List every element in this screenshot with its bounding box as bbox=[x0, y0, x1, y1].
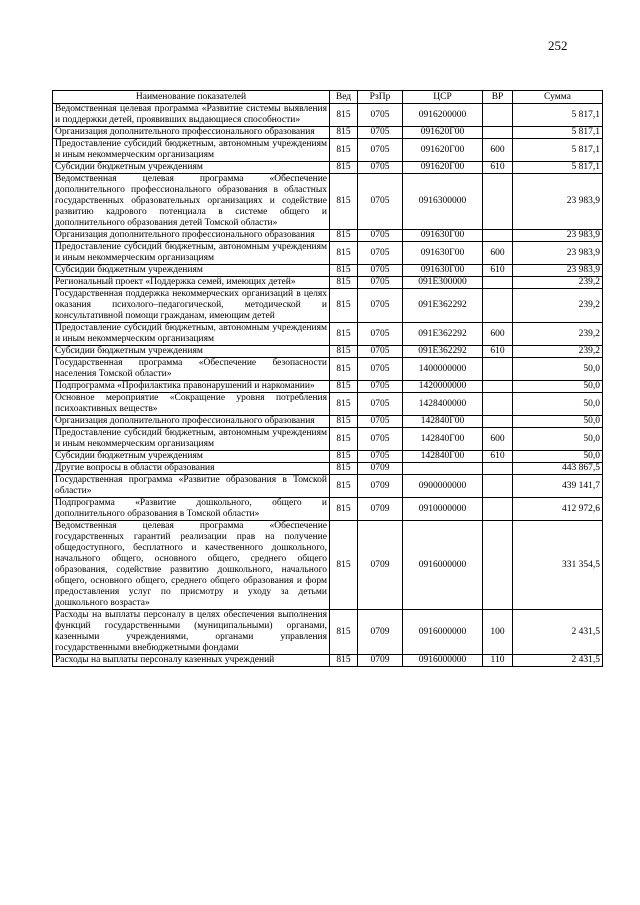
cell-csr: 0916000000 bbox=[403, 610, 483, 655]
cell-csr: 1400000000 bbox=[403, 358, 483, 381]
cell-ved: 815 bbox=[330, 104, 358, 127]
table-row bbox=[53, 655, 603, 667]
cell-csr: 091620Г00 bbox=[403, 162, 483, 174]
cell-sum: 23 983,9 bbox=[513, 174, 603, 230]
cell-ved: 815 bbox=[330, 265, 358, 277]
cell-name: Ведомственная целевая программа «Обеспечение государственных гарантий реализации прав на получение общедоступного, бесплатного и качественного дошкольного, начального общего, основного общего, среднего общего образования, содействие развитию дошкольного, начального общего, основного общего, среднего общего образования и форм предоставления услуг по присмотру и уходу за детьми дошкольного возраста» bbox=[53, 521, 330, 610]
cell-ved: 815 bbox=[330, 139, 358, 162]
table-row bbox=[53, 162, 603, 174]
cell-ved: 815 bbox=[330, 475, 358, 498]
cell-rzpr: 0705 bbox=[358, 104, 403, 127]
cell-sum: 5 817,1 bbox=[513, 127, 603, 139]
cell-rzpr: 0705 bbox=[358, 323, 403, 346]
cell-vr bbox=[483, 358, 513, 381]
cell-sum: 23 983,9 bbox=[513, 242, 603, 265]
cell-name: Региональный проект «Поддержка семей, имеющих детей» bbox=[53, 277, 330, 289]
cell-name: Расходы на выплаты персоналу казенных учреждений bbox=[53, 655, 330, 667]
cell-csr: 091E300000 bbox=[403, 277, 483, 289]
header-vr: ВР bbox=[483, 91, 513, 104]
cell-vr: 610 bbox=[483, 162, 513, 174]
cell-name: Субсидии бюджетным учреждениям bbox=[53, 346, 330, 358]
cell-sum: 239,2 bbox=[513, 277, 603, 289]
cell-sum: 331 354,5 bbox=[513, 521, 603, 610]
header-rzpr: РзПр bbox=[358, 91, 403, 104]
cell-vr bbox=[483, 475, 513, 498]
cell-name: Предоставление субсидий бюджетным, автономным учреждениям и иным некоммерческим организациям bbox=[53, 242, 330, 265]
cell-ved: 815 bbox=[330, 174, 358, 230]
table-row bbox=[53, 451, 603, 463]
cell-name: Государственная программа «Обеспечение безопасности населения Томской области» bbox=[53, 358, 330, 381]
cell-name: Подпрограмма «Развитие дошкольного, общего и дополнительного образования в Томской области» bbox=[53, 498, 330, 521]
cell-csr: 142840Г00 bbox=[403, 451, 483, 463]
cell-name: Другие вопросы в области образования bbox=[53, 463, 330, 475]
cell-sum: 5 817,1 bbox=[513, 104, 603, 127]
table-row bbox=[53, 416, 603, 428]
cell-name: Государственная программа «Развитие образования в Томской области» bbox=[53, 475, 330, 498]
header-csr: ЦСР bbox=[403, 91, 483, 104]
cell-csr: 091620Г00 bbox=[403, 127, 483, 139]
cell-name: Организация дополнительного профессионального образования bbox=[53, 230, 330, 242]
cell-vr: 600 bbox=[483, 139, 513, 162]
cell-rzpr: 0705 bbox=[358, 381, 403, 393]
cell-rzpr: 0705 bbox=[358, 230, 403, 242]
page-number: 252 bbox=[548, 38, 568, 53]
table-row bbox=[53, 498, 603, 521]
cell-rzpr: 0705 bbox=[358, 242, 403, 265]
cell-rzpr: 0705 bbox=[358, 393, 403, 416]
cell-name: Подпрограмма «Профилактика правонарушений и наркомании» bbox=[53, 381, 330, 393]
cell-sum: 2 431,5 bbox=[513, 655, 603, 667]
cell-rzpr: 0705 bbox=[358, 346, 403, 358]
table-row bbox=[53, 104, 603, 127]
cell-vr bbox=[483, 127, 513, 139]
cell-name: Организация дополнительного профессионального образования bbox=[53, 416, 330, 428]
cell-ved: 815 bbox=[330, 381, 358, 393]
table-row bbox=[53, 428, 603, 451]
cell-ved: 815 bbox=[330, 358, 358, 381]
cell-ved: 815 bbox=[330, 428, 358, 451]
cell-vr bbox=[483, 393, 513, 416]
header-sum: Сумма bbox=[513, 91, 603, 104]
cell-sum: 50,0 bbox=[513, 451, 603, 463]
cell-sum: 5 817,1 bbox=[513, 139, 603, 162]
cell-rzpr: 0709 bbox=[358, 463, 403, 475]
table-body bbox=[53, 104, 603, 667]
table-row bbox=[53, 358, 603, 381]
cell-name: Субсидии бюджетным учреждениям bbox=[53, 265, 330, 277]
cell-sum: 239,2 bbox=[513, 323, 603, 346]
cell-vr bbox=[483, 289, 513, 323]
table-row bbox=[53, 242, 603, 265]
table-row bbox=[53, 475, 603, 498]
cell-rzpr: 0709 bbox=[358, 610, 403, 655]
cell-vr bbox=[483, 498, 513, 521]
table-row bbox=[53, 139, 603, 162]
cell-vr: 100 bbox=[483, 610, 513, 655]
cell-ved: 815 bbox=[330, 498, 358, 521]
table-row bbox=[53, 174, 603, 230]
cell-rzpr: 0709 bbox=[358, 521, 403, 610]
cell-rzpr: 0705 bbox=[358, 162, 403, 174]
cell-name: Ведомственная целевая программа «Обеспечение дополнительного профессионального образования в областных государственных образовательных организациях и содействие развитию кадрового потенциала в системе общего и дополнительного образования детей Томской области» bbox=[53, 174, 330, 230]
header-name: Наименование показателей bbox=[53, 91, 330, 104]
cell-vr: 610 bbox=[483, 265, 513, 277]
cell-name: Субсидии бюджетным учреждениям bbox=[53, 162, 330, 174]
table-row bbox=[53, 381, 603, 393]
cell-vr bbox=[483, 381, 513, 393]
cell-ved: 815 bbox=[330, 521, 358, 610]
cell-rzpr: 0705 bbox=[358, 127, 403, 139]
cell-rzpr: 0705 bbox=[358, 358, 403, 381]
cell-ved: 815 bbox=[330, 230, 358, 242]
cell-sum: 5 817,1 bbox=[513, 162, 603, 174]
cell-rzpr: 0705 bbox=[358, 277, 403, 289]
cell-rzpr: 0705 bbox=[358, 416, 403, 428]
cell-csr: 0916300000 bbox=[403, 174, 483, 230]
cell-ved: 815 bbox=[330, 346, 358, 358]
cell-csr: 0916000000 bbox=[403, 655, 483, 667]
cell-name: Государственная поддержка некоммерческих организаций в целях оказания психолого–педагогической, методической и консультативной помощи гражданам, имеющим детей bbox=[53, 289, 330, 323]
cell-csr: 142840Г00 bbox=[403, 416, 483, 428]
table-row bbox=[53, 393, 603, 416]
cell-sum: 50,0 bbox=[513, 381, 603, 393]
cell-ved: 815 bbox=[330, 242, 358, 265]
table-row bbox=[53, 610, 603, 655]
cell-csr: 091E362292 bbox=[403, 289, 483, 323]
cell-sum: 23 983,9 bbox=[513, 265, 603, 277]
table-row bbox=[53, 265, 603, 277]
cell-vr: 610 bbox=[483, 451, 513, 463]
cell-ved: 815 bbox=[330, 393, 358, 416]
cell-name: Субсидии бюджетным учреждениям bbox=[53, 451, 330, 463]
cell-csr: 091E362292 bbox=[403, 346, 483, 358]
cell-sum: 50,0 bbox=[513, 416, 603, 428]
cell-sum: 23 983,9 bbox=[513, 230, 603, 242]
cell-sum: 439 141,7 bbox=[513, 475, 603, 498]
table-row bbox=[53, 323, 603, 346]
cell-csr: 091630Г00 bbox=[403, 230, 483, 242]
cell-ved: 815 bbox=[330, 323, 358, 346]
budget-table bbox=[52, 90, 603, 667]
cell-ved: 815 bbox=[330, 463, 358, 475]
table-row bbox=[53, 230, 603, 242]
cell-ved: 815 bbox=[330, 451, 358, 463]
cell-sum: 2 431,5 bbox=[513, 610, 603, 655]
cell-vr: 600 bbox=[483, 428, 513, 451]
cell-csr: 0916000000 bbox=[403, 521, 483, 610]
cell-vr bbox=[483, 416, 513, 428]
cell-ved: 815 bbox=[330, 416, 358, 428]
cell-sum: 50,0 bbox=[513, 428, 603, 451]
cell-rzpr: 0709 bbox=[358, 498, 403, 521]
header-ved: Вед bbox=[330, 91, 358, 104]
cell-vr: 110 bbox=[483, 655, 513, 667]
cell-csr: 091620Г00 bbox=[403, 139, 483, 162]
cell-csr: 0910000000 bbox=[403, 498, 483, 521]
cell-name: Расходы на выплаты персоналу в целях обеспечения выполнения функций государственными (муниципальными) органами, казенными учреждениями, органами управления государственными внебюджетными фондами bbox=[53, 610, 330, 655]
cell-name: Ведомственная целевая программа «Развитие системы выявления и поддержки детей, проявивших выдающиеся способности» bbox=[53, 104, 330, 127]
cell-ved: 815 bbox=[330, 655, 358, 667]
cell-name: Предоставление субсидий бюджетным, автономным учреждениям и иным некоммерческим организациям bbox=[53, 428, 330, 451]
table-row bbox=[53, 463, 603, 475]
table-row bbox=[53, 346, 603, 358]
cell-vr: 610 bbox=[483, 346, 513, 358]
cell-sum: 412 972,6 bbox=[513, 498, 603, 521]
cell-sum: 50,0 bbox=[513, 393, 603, 416]
cell-csr: 091E362292 bbox=[403, 323, 483, 346]
cell-csr: 0900000000 bbox=[403, 475, 483, 498]
cell-rzpr: 0705 bbox=[358, 289, 403, 323]
table-row bbox=[53, 289, 603, 323]
cell-sum: 239,2 bbox=[513, 289, 603, 323]
cell-ved: 815 bbox=[330, 162, 358, 174]
cell-csr: 1420000000 bbox=[403, 381, 483, 393]
cell-rzpr: 0705 bbox=[358, 451, 403, 463]
cell-csr: 091630Г00 bbox=[403, 242, 483, 265]
cell-name: Основное мероприятие «Сокращение уровня потребления психоактивных веществ» bbox=[53, 393, 330, 416]
cell-csr: 091630Г00 bbox=[403, 265, 483, 277]
cell-csr bbox=[403, 463, 483, 475]
cell-csr: 1428400000 bbox=[403, 393, 483, 416]
cell-name: Организация дополнительного профессионального образования bbox=[53, 127, 330, 139]
cell-rzpr: 0705 bbox=[358, 139, 403, 162]
cell-ved: 815 bbox=[330, 277, 358, 289]
table-header-row bbox=[53, 91, 603, 104]
cell-rzpr: 0709 bbox=[358, 475, 403, 498]
cell-vr bbox=[483, 230, 513, 242]
table-row bbox=[53, 127, 603, 139]
cell-sum: 50,0 bbox=[513, 358, 603, 381]
table-row bbox=[53, 521, 603, 610]
cell-name: Предоставление субсидий бюджетным, автономным учреждениям и иным некоммерческим организациям bbox=[53, 323, 330, 346]
cell-rzpr: 0709 bbox=[358, 655, 403, 667]
cell-sum: 239,2 bbox=[513, 346, 603, 358]
table-row bbox=[53, 277, 603, 289]
cell-ved: 815 bbox=[330, 127, 358, 139]
cell-vr bbox=[483, 463, 513, 475]
cell-sum: 443 867,5 bbox=[513, 463, 603, 475]
cell-ved: 815 bbox=[330, 289, 358, 323]
cell-name: Предоставление субсидий бюджетным, автономным учреждениям и иным некоммерческим организациям bbox=[53, 139, 330, 162]
cell-csr: 0916200000 bbox=[403, 104, 483, 127]
cell-rzpr: 0705 bbox=[358, 174, 403, 230]
cell-vr bbox=[483, 174, 513, 230]
cell-vr bbox=[483, 277, 513, 289]
cell-vr bbox=[483, 104, 513, 127]
cell-vr bbox=[483, 521, 513, 610]
cell-rzpr: 0705 bbox=[358, 428, 403, 451]
cell-ved: 815 bbox=[330, 610, 358, 655]
cell-vr: 600 bbox=[483, 323, 513, 346]
cell-vr: 600 bbox=[483, 242, 513, 265]
cell-rzpr: 0705 bbox=[358, 265, 403, 277]
cell-csr: 142840Г00 bbox=[403, 428, 483, 451]
